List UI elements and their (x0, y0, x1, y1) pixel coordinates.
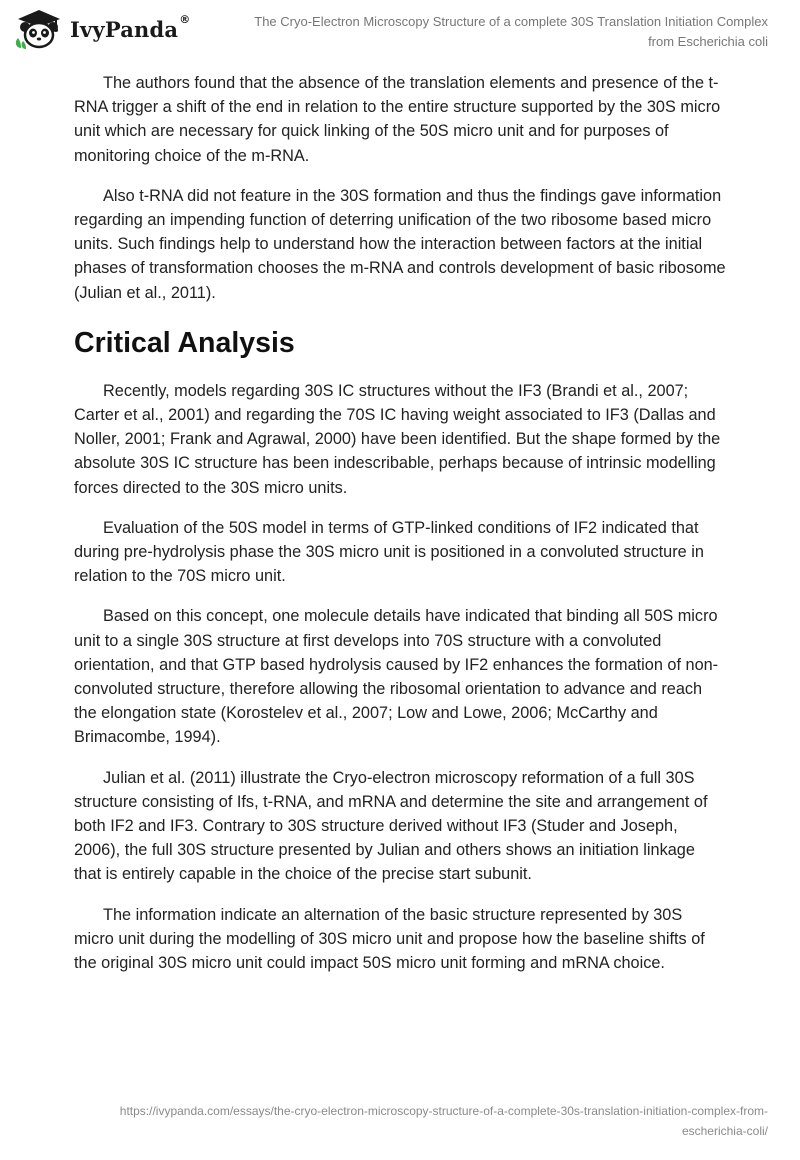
section-heading: Critical Analysis (74, 326, 295, 359)
paragraph: The authors found that the absence of the translation elements and presence of the t-RNA trigger a shift of the end in relation to the entire structure supported by the 30S micro unit which are necessary for quick linking of the 50S micro unit and for purposes of monitoring choice of the m-RNA. (74, 74, 721, 165)
logo-wordmark: IvyPanda® (70, 12, 191, 42)
essay-content (74, 71, 726, 991)
ivypanda-logo[interactable] (14, 8, 190, 50)
panda-graduate-icon (14, 8, 64, 50)
paragraph: Julian et al. (2011) illustrate the Cryo-electron microscopy reformation of a full 30S structure consisting of Ifs, t-RNA, and mRNA and determine the site and arrangement of both IF2 and IF3. Contrary to 30S structure derived without IF3 (Studer and Joseph, 2006), the full 30S structure presented by Julian and others shows an initiation linkage that is entirely capable in the choice of the precise start subunit. (74, 768, 708, 884)
paragraph: The information indicate an alternation of the basic structure represented by 30S micro unit during the modelling of 30S micro unit and propose how the baseline shifts of the original 30S micro unit could impact 50S micro unit forming and mRNA choice. (74, 905, 705, 973)
page-header (0, 0, 800, 60)
paragraph: Recently, models regarding 30S IC structures without the IF3 (Brandi et al., 2007; Carter et al., 2001) and regarding the 70S IC having weight associated to IF3 (Dallas and Noller, 2001; Frank and Agrawal, 2000) have been identified. But the shape formed by the absolute 30S IC structure has been indescribable, perhaps because of intrinsic modelling forces directed to the 30S micro units. (74, 381, 721, 497)
paragraph: Also t-RNA did not feature in the 30S formation and thus the findings gave information regarding an impending function of deterring unification of the two ribosome based micro units. Such findings help to understand how the interaction between factors at the initial phases of transformation chooses the m-RNA and controls development of basic ribosome (Julian et al., 2011). (74, 186, 726, 302)
document-title: The Cryo-Electron Microscopy Structure of a complete 30S Translation Initiation Complex from Escherichia coli (254, 14, 768, 49)
paragraph: Based on this concept, one molecule details have indicated that binding all 50S micro unit to a single 30S structure at first develops into 70S structure with a convoluted orientation, and that GTP based hydrolysis caused by IF2 enhances the formation of non-convoluted structure, therefore allowing the ribosomal orientation to advance and reach the elongation state (Korostelev et al., 2007; Low and Lowe, 2006; McCarthy and Brimacombe, 1994). (74, 607, 719, 747)
registered-mark: ® (179, 12, 191, 26)
paragraph: Evaluation of the 50S model in terms of GTP-linked conditions of IF2 indicated that during pre-hydrolysis phase the 30S micro unit is positioned in a convoluted structure in relation to the 70S micro unit. (74, 518, 704, 586)
footer-url[interactable]: https://ivypanda.com/essays/the-cryo-electron-microscopy-structure-of-a-complete-30s-translation-initiation-complex-from-escherichia-coli/ (119, 1104, 768, 1138)
